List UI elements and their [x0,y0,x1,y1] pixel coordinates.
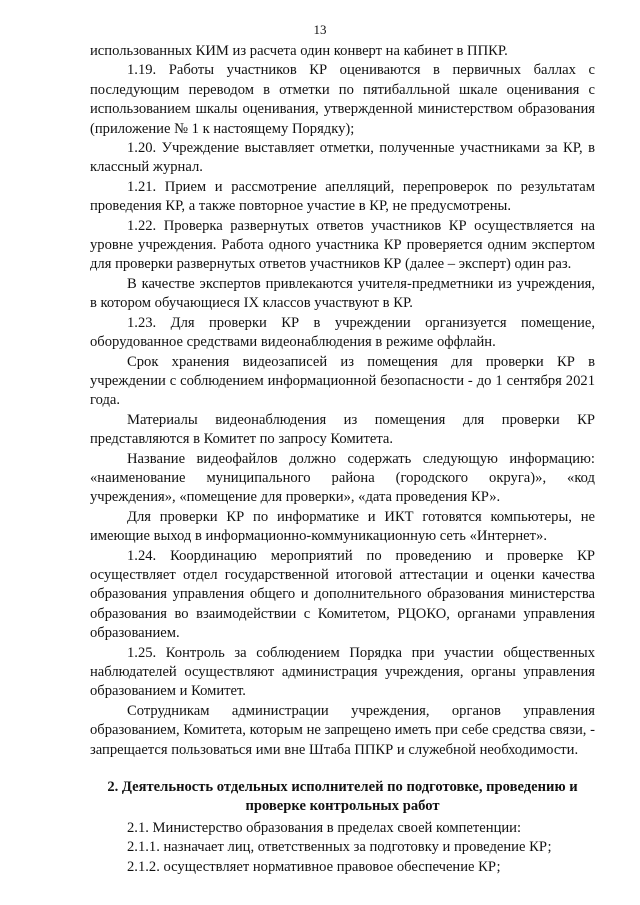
paragraph-staff: Сотрудникам администрации учреждения, органов управления образованием, Комитета, которым не запрещено иметь при себе средства связи, - запрещается пользоваться ими вне Штаба ППКР и служебной необходимости. [90,702,595,758]
paragraph-1-25: 1.25. Контроль за соблюдением Порядка при участии общественных наблюдателей осуществляют администрация учреждения, органы управления образованием и Комитет. [90,644,595,700]
paragraph-video-materials: Материалы видеонаблюдения из помещения для проверки КР представляются в Комитет по запросу Комитета. [90,411,595,448]
paragraph-1-21: 1.21. Прием и рассмотрение апелляций, перепроверок по результатам проведения КР, а также повторное участие в КР, не предусмотрены. [90,178,595,215]
paragraph-1-19: 1.19. Работы участников КР оцениваются в первичных баллах с последующим переводом в отметки по пятибалльной шкале оценивания с использованием шкалы оценивания, утвержденной министерством образования (приложение № 1 к настоящему Порядку); [90,62,595,137]
paragraph-video-filenames: Название видеофайлов должно содержать следующую информацию: «наименование муниципального района (городского округа)», «код учреждения», «помещение для проверки», «дата проведения КР». [90,450,595,506]
subitem-2-1-2: 2.1.2. осуществляет нормативное правовое обеспечение КР; [127,858,501,875]
subitem-2-1: 2.1. Министерство образования в пределах своей компетенции: [127,819,522,836]
paragraph-computers: Для проверки КР по информатике и ИКТ готовятся компьютеры, не имеющие выход в информационно-коммуникационную сеть «Интернет». [90,508,595,545]
paragraph-experts: В качестве экспертов привлекаются учителя-предметники из учреждения, в котором обучающиеся IX классов участвуют в КР. [90,275,595,312]
subitem-2-1-1: 2.1.1. назначает лиц, ответственных за подготовку и проведение КР; [127,839,552,856]
paragraph-1-23: 1.23. Для проверки КР в учреждении организуется помещение, оборудованное средствами видеонаблюдения в режиме оффлайн. [90,314,595,351]
paragraph-1-20: 1.20. Учреждение выставляет отметки, полученные участниками за КР, в классный журнал. [90,140,595,176]
paragraph-1-22: 1.22. Проверка развернутых ответов участников КР осуществляется на уровне учреждения. Работа одного участника КР проверяется одним экспертом для проверки развернутых ответов участников КР (далее – эксперт) один раз. [90,217,595,273]
section-heading: 2. Деятельность отдельных исполнителей по подготовке, проведению и проверке контрольных работ [107,779,578,815]
paragraph-1-24: 1.24. Координацию мероприятий по проведению и проверке КР осуществляет отдел государственной итоговой аттестации и оценки качества образования управления общего и дополнительного образования министерства образования во взаимодействии с Комитетом, РЦОКО, органами управления образованием. [90,547,595,642]
paragraph-storage-period: Срок хранения видеозаписей из помещения для проверки КР в учреждении с соблюдением информационной безопасности - до 1 сентября 2021 года. [90,353,595,409]
page-number: 13 [313,22,327,37]
paragraph-continuation: использованных КИМ из расчета один конверт на кабинет в ППКР. [90,43,508,59]
document-body [90,42,595,877]
